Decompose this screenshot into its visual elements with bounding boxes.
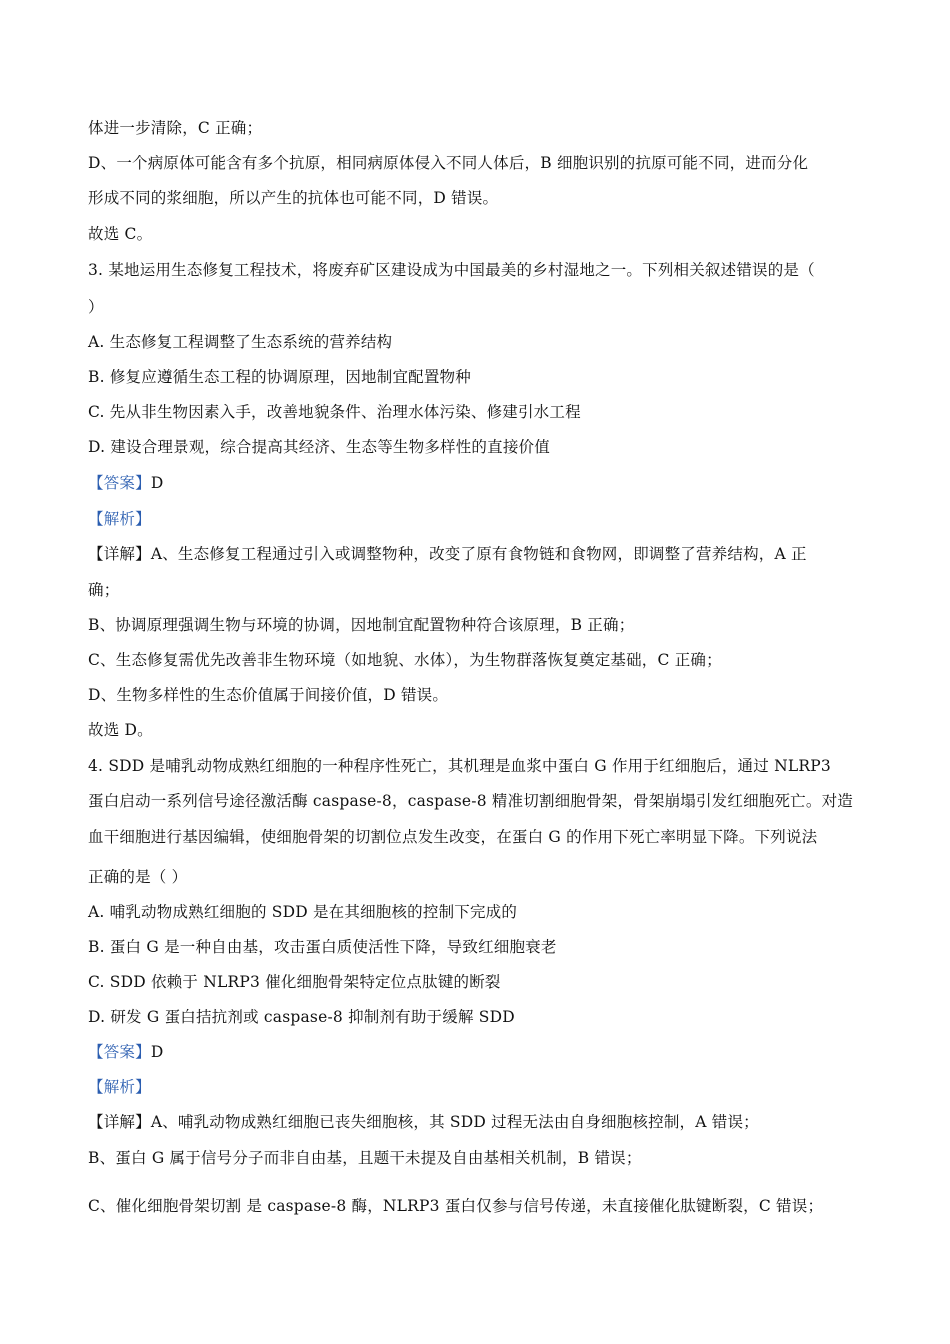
question-4-stem-cont: 血干细胞进行基因编辑，使细胞骨架的切割位点发生改变，在蛋白 G 的作用下死亡率明显下降。下列说法 [88, 828, 818, 846]
text-line: D、一个病原体可能含有多个抗原，相同病原体侵入不同人体后，B 细胞识别的抗原可能不同，进而分化 [88, 154, 809, 172]
question-4-stem: 4. SDD 是哺乳动物成熟红细胞的一种程序性死亡，其机理是血浆中蛋白 G 作用于红细胞后，通过 NLRP3 [88, 757, 831, 775]
analysis-line [88, 1076, 151, 1098]
answer-line [88, 1041, 163, 1063]
detail-tag: 【详解】 [88, 545, 151, 563]
detail-line [88, 543, 807, 565]
option-b: B. 蛋白 G 是一种自由基，攻击蛋白质使活性下降，导致红细胞衰老 [88, 938, 557, 956]
text-line: B、协调原理强调生物与环境的协调，因地制宜配置物种符合该原理，B 正确； [88, 616, 635, 634]
analysis-line [88, 508, 151, 530]
text-line: 体进一步清除，C 正确； [88, 119, 263, 137]
option-c: C. 先从非生物因素入手，改善地貌条件、治理水体污染、修建引水工程 [88, 403, 581, 421]
text-line: 形成不同的浆细胞，所以产生的抗体也可能不同，D 错误。 [88, 189, 499, 207]
text-line: 故选 D。 [88, 721, 153, 739]
detail-line [88, 1111, 759, 1133]
option-c: C. SDD 依赖于 NLRP3 催化细胞骨架特定位点肽键的断裂 [88, 973, 501, 991]
question-4-stem-cont: 蛋白启动一系列信号途径激活酶 caspase-8，caspase-8 精准切割细胞骨架，骨架崩塌引发红细胞死亡。对造 [88, 792, 853, 810]
answer-line [88, 472, 163, 494]
text-line: D、生物多样性的生态价值属于间接价值，D 错误。 [88, 686, 449, 704]
answer-tag: 【答案】 [88, 1043, 151, 1061]
detail-text: A、生态修复工程通过引入或调整物种，改变了原有食物链和食物网，即调整了营养结构，A 正 [150, 545, 807, 563]
answer-tag: 【答案】 [88, 474, 151, 492]
option-d: D. 研发 G 蛋白拮抗剂或 caspase-8 抑制剂有助于缓解 SDD [88, 1008, 515, 1026]
text-line: C、催化细胞骨架切割 是 caspase-8 酶，NLRP3 蛋白仅参与信号传递，未直接催化肽键断裂，C 错误； [88, 1197, 824, 1215]
option-a: A. 生态修复工程调整了生态系统的营养结构 [88, 333, 393, 351]
text-line: B、蛋白 G 属于信号分子而非自由基，且题干未提及自由基相关机制，B 错误； [88, 1149, 642, 1167]
option-a: A. 哺乳动物成熟红细胞的 SDD 是在其细胞核的控制下完成的 [88, 903, 518, 921]
analysis-tag: 【解析】 [88, 1078, 151, 1096]
text-line: 确； [88, 581, 120, 599]
analysis-tag: 【解析】 [88, 510, 151, 528]
option-d: D. 建设合理景观，综合提高其经济、生态等生物多样性的直接价值 [88, 438, 550, 456]
question-3-stem-cont: ） [88, 298, 104, 316]
question-3-stem: 3. 某地运用生态修复工程技术，将废弃矿区建设成为中国最美的乡村湿地之一。下列相关叙述错误的是（ [88, 261, 815, 279]
detail-text: A、哺乳动物成熟红细胞已丧失细胞核，其 SDD 过程无法由自身细胞核控制，A 错误； [150, 1113, 759, 1131]
option-b: B. 修复应遵循生态工程的协调原理，因地制宜配置物种 [88, 368, 471, 386]
question-4-stem-cont: 正确的是（ ） [88, 868, 188, 886]
text-line: C、生态修复需优先改善非生物环境（如地貌、水体），为生物群落恢复奠定基础，C 正确； [88, 651, 722, 669]
answer-value: D [150, 474, 164, 492]
answer-value: D [150, 1043, 164, 1061]
detail-tag: 【详解】 [88, 1113, 151, 1131]
text-line: 故选 C。 [88, 225, 153, 243]
